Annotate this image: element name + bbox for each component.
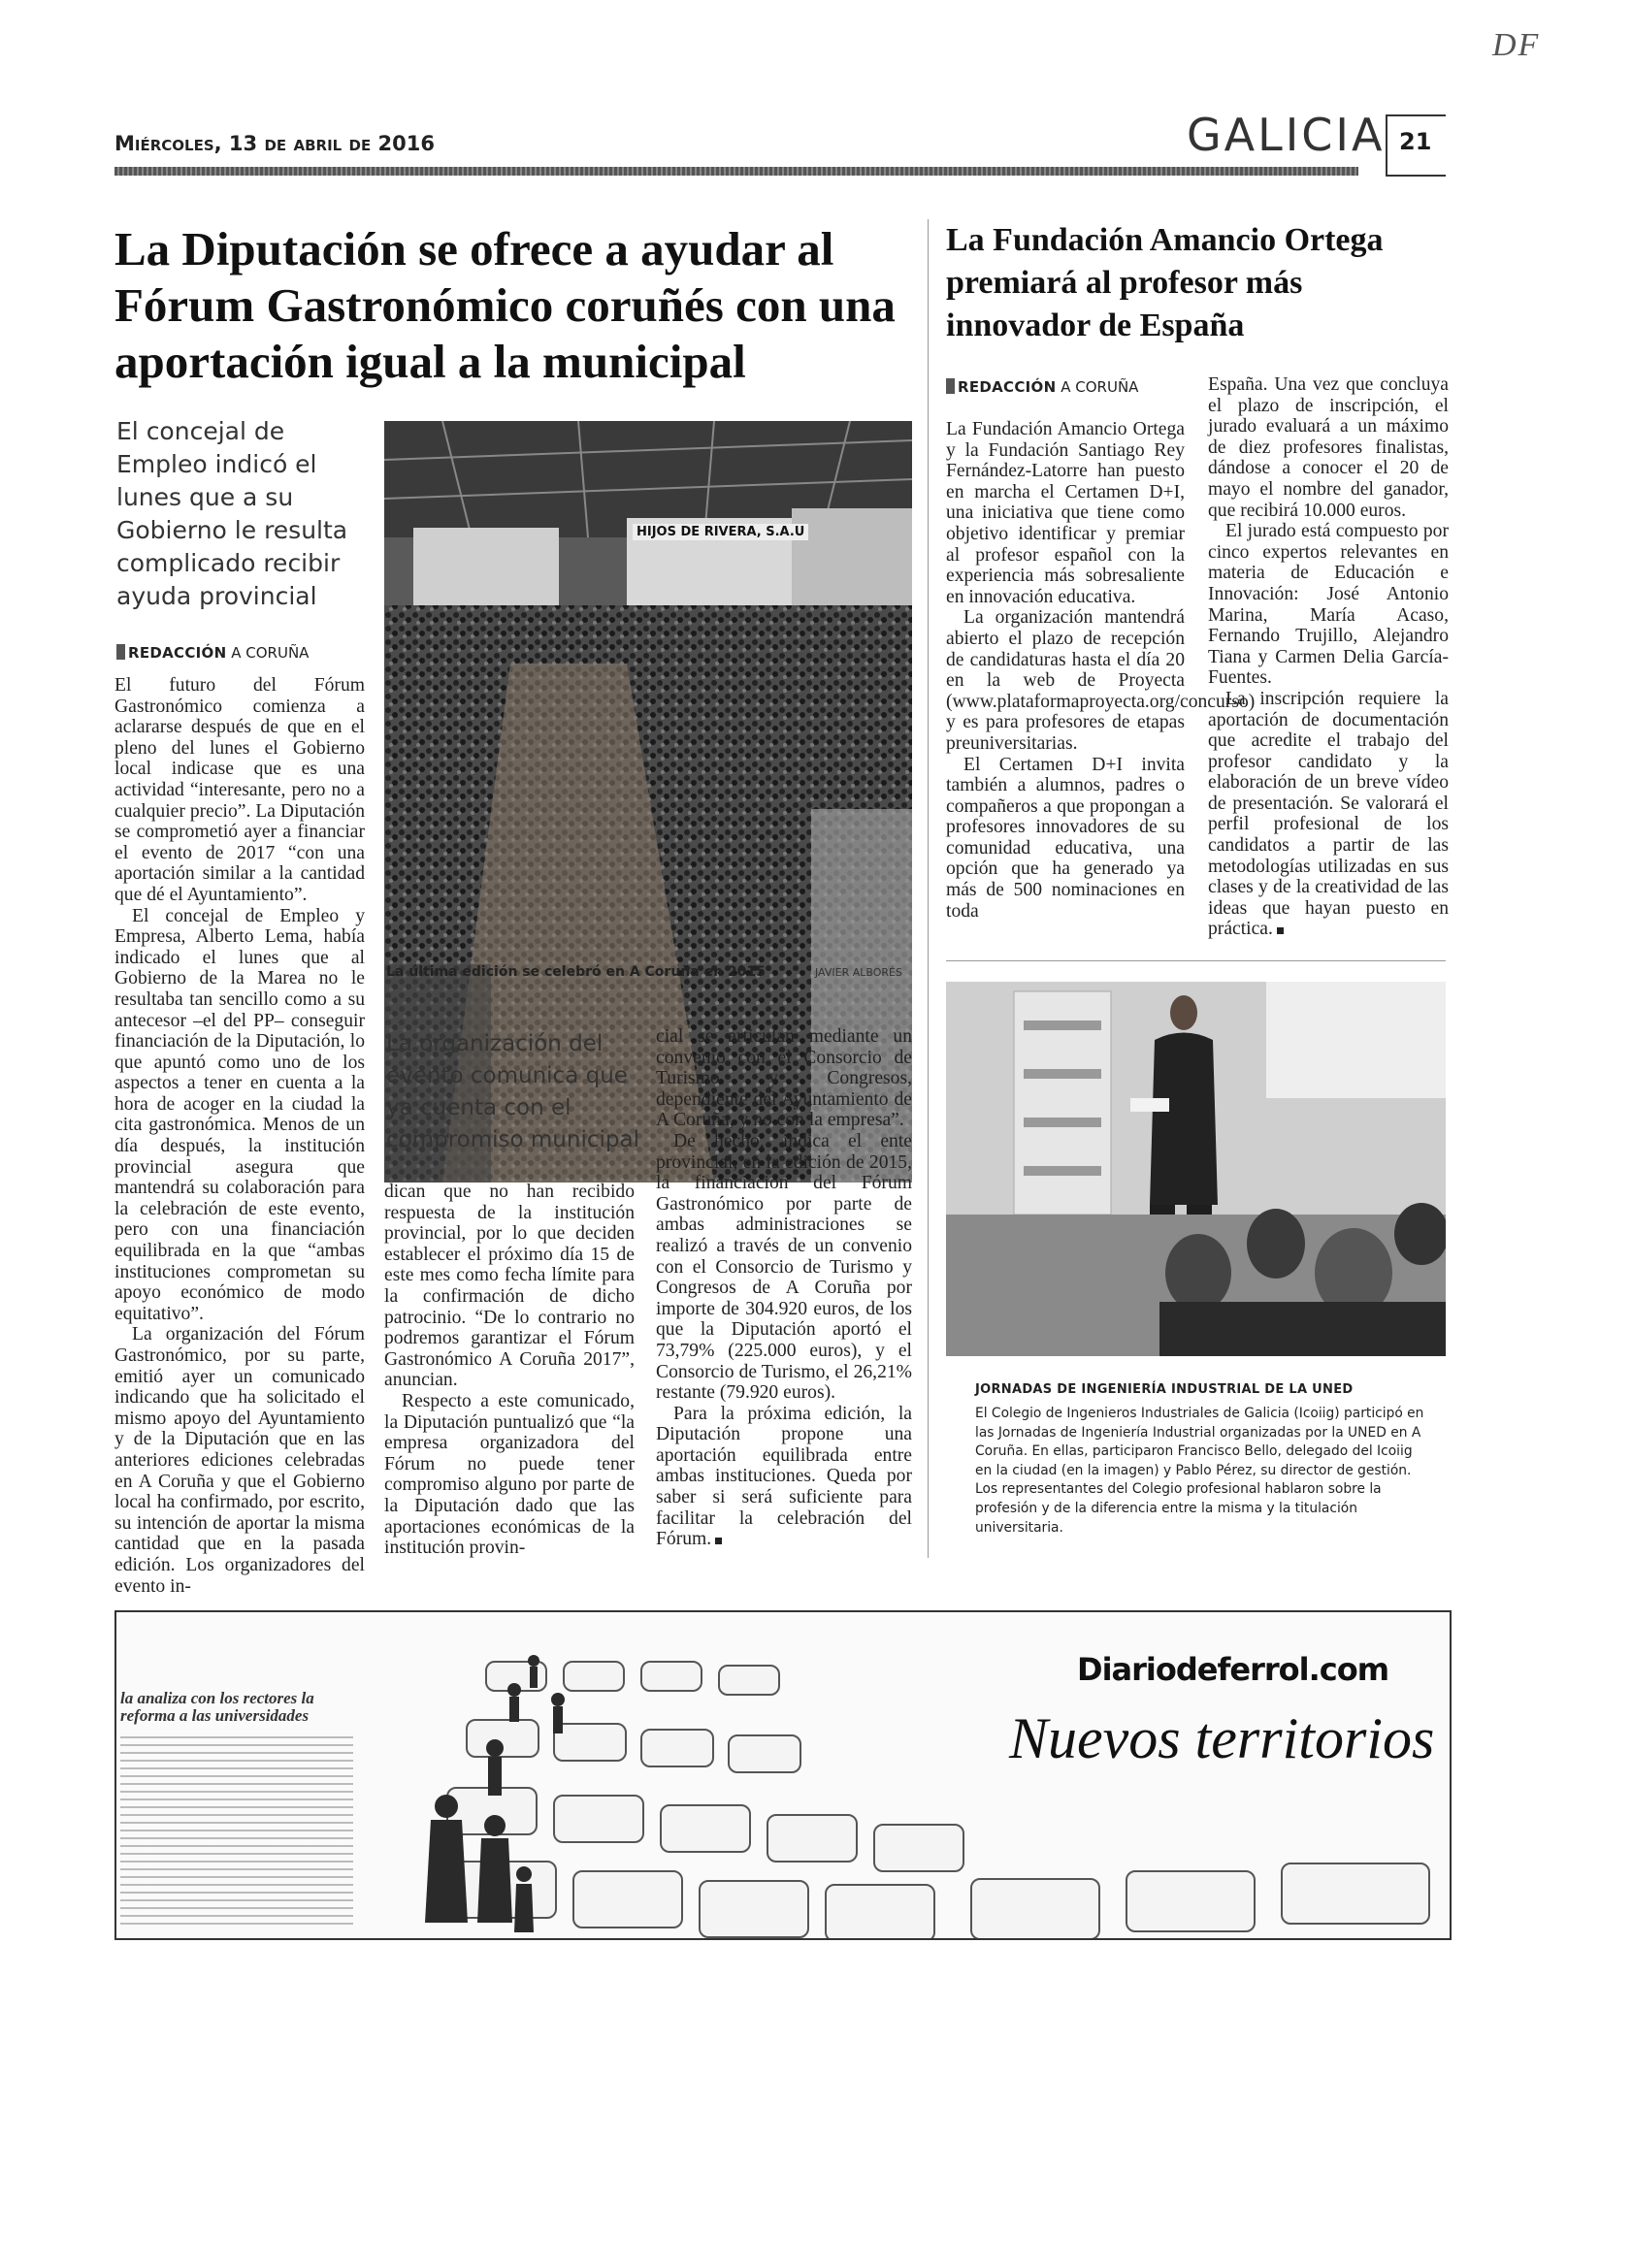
paragraph: La inscripción requiere la aportación de documentación que acredite el trabajo del profesor candidato y la elaboración de un breve vídeo de presentación. Se valorará el perfil profesional de los candidatos a partir de las metodologías utilizadas en sus clases y de la creatividad de las ideas que hayan puesto en práctica. bbox=[1208, 688, 1449, 940]
paragraph: Respecto a este comunicado, la Diputación puntualizó que “la empresa organizadora del Fórum no puede tener compromiso alguno por parte de la Diputación dado que las aportaciones económicas de la institución provin- bbox=[384, 1390, 635, 1559]
paragraph: dican que no han recibido respuesta de la institución provincial, por lo que deciden establecer el próximo día 15 de este mes como fecha límite para la confirmación de dicho patrocinio. “De lo contrario no podremos garantizar el Fórum Gastronómico A Coruña 2017”, anuncian. bbox=[384, 1182, 635, 1391]
photo-story-text: El Colegio de Ingenieros Industriales de Galicia (Icoiig) participó en las Jornadas de Ingeniería Industrial organizadas por la UNED en A Coruña. En ellas, participaron Francisco Bello, delegado del Icoiig en la ciudad (en la imagen) y Pablo Pérez, su director de gestión. Los representantes del Colegio profesional hablaron sobre la profesión y de la diferencia entre la misma y la titulación universitaria. bbox=[975, 1406, 1424, 1536]
pull-quote: La organización del evento comunica que ya cuenta con el compromiso municipal bbox=[386, 1031, 639, 1152]
column-divider bbox=[928, 219, 929, 1558]
ad-brand: Diariodeferrol.com bbox=[1077, 1651, 1389, 1688]
keyboard-key bbox=[825, 1884, 935, 1940]
side-column-b bbox=[1208, 374, 1449, 940]
photo-caption: La última edición se celebró en A Coruña en 2015 bbox=[386, 964, 766, 980]
main-column-2 bbox=[384, 1182, 635, 1559]
keyboard-key bbox=[873, 1824, 964, 1872]
keyboard-key bbox=[1126, 1870, 1256, 1932]
paragraph: La Fundación Amancio Ortega y la Fundación Santiago Rey Fernández-Latorre han puesto en marcha el Certamen D+I, una iniciativa que tiene como objetivo identificar y premiar al profesor español con la experiencia más sobresaliente en innovación educativa. bbox=[946, 419, 1185, 607]
keyboard-key bbox=[660, 1804, 751, 1853]
side-column-a bbox=[946, 419, 1256, 922]
page-number: 21 bbox=[1399, 128, 1432, 155]
ad-newsprint-lines bbox=[120, 1736, 353, 1930]
header-rule bbox=[114, 167, 1358, 176]
paragraph: El jurado está compuesto por cinco expertos relevantes en materia de Educación e Innovación: José Antonio Marina, María Acaso, Fernando Trujillo, Alejandro Tiana y Carmen Delia García-Fuentes. bbox=[1208, 521, 1449, 689]
section-name: GALICIA bbox=[1187, 109, 1386, 161]
keyboard-key bbox=[970, 1878, 1100, 1940]
keyboard-key bbox=[718, 1665, 780, 1696]
keyboard-key bbox=[767, 1814, 858, 1863]
paragraph: La organización del Fórum Gastronómico, por su parte, emitió ayer un comunicado indicando que ha solicitado el mismo apoyo del Ayuntamiento y de la Diputación que en las anteriores ediciones celebradas en A Coruña y que el Gobierno local ha confirmado, por escrito, su intención de aportar la misma cantidad que en la pasada edición. Los organizadores del evento in- bbox=[114, 1324, 365, 1597]
keyboard-key bbox=[640, 1729, 714, 1767]
end-mark bbox=[715, 1538, 722, 1544]
keyboard-key bbox=[728, 1734, 801, 1773]
conference-photo-illustration bbox=[946, 982, 1446, 1356]
paragraph: El Certamen D+I invita también a alumnos, padres o compañeros a que propongan a profesores innovadores de su comunidad educativa, una opción que ha generado ya más de 500 nominaciones en toda bbox=[946, 754, 1185, 922]
main-column-1 bbox=[114, 675, 365, 1597]
side-byline: REDACCIÓN A CORUÑA bbox=[946, 378, 1138, 396]
main-article bbox=[114, 221, 912, 1597]
ad-newsprint-headline: la analiza con los rectores la reforma a las universidades bbox=[120, 1689, 314, 1725]
side-article bbox=[946, 219, 1451, 940]
booth-sign: HIJOS DE RIVERA, S.A.U bbox=[633, 524, 808, 540]
uned-photo bbox=[946, 982, 1446, 1356]
paragraph: Para la próxima edición, la Diputación propone una aportación equilibrada entre ambas instituciones. Queda por saber si será suficiente para facilitar la celebración del Fórum. bbox=[656, 1403, 912, 1550]
end-mark bbox=[1277, 927, 1284, 934]
side-headline: La Fundación Amancio Ortega premiará al profesor más innovador de España bbox=[946, 222, 1384, 343]
header-date: Miércoles, 13 de abril de 2016 bbox=[114, 132, 435, 155]
keyboard-key bbox=[640, 1661, 702, 1692]
page-number-box bbox=[1386, 114, 1446, 177]
side-divider bbox=[946, 960, 1446, 961]
ad-newsprint bbox=[116, 1690, 369, 1938]
paragraph: El futuro del Fórum Gastronómico comienza a aclararse después de que en el pleno del lunes el Gobierno local indicase que es una actividad “interesante, pero no a cualquier precio”. La Diputación se comprometió ayer a financiar el evento de 2017 “con una aportación similar a la cantidad que dé el Ayuntamiento”. bbox=[114, 675, 365, 905]
main-headline: La Diputación se ofrece a ayudar al Fórum Gastronómico coruñés con una aportación igual a la municipal bbox=[114, 222, 896, 388]
paragraph: cial se articulan mediante un convenio con el Consorcio de Turismo y Congresos, dependiente del Ayuntamiento de A Coruña, y no con la empresa”. bbox=[656, 1026, 912, 1131]
paragraph: De hecho, indica el ente provincial, en la edición de 2015, la financiación del Fórum Gastronómico por parte de ambas administraciones se realizó a través de un convenio con el Consorcio de Turismo y Congresos de A Coruña por importe de 304.920 euros, de los que la Diputación aportó el 73,79% (225.000 euros), y el Consorcio de Turismo, el 26,21% restante (79.920 euros). bbox=[656, 1130, 912, 1404]
paragraph: El concejal de Empleo y Empresa, Alberto Lema, había indicado el lunes que al Gobierno de la Marea no le resultaba tan sencillo como a su antecesor –el del PP– conseguir financiación de la Diputación, lo que apuntó como uno de los aspectos a tener en cuenta a la hora de acoger en la ciudad la cita gastronómica. Menos de un día después, la institución provincial asegura que mantendrá su colaboración para la celebración de este evento, pero con una financiación equilibrada en la que “ambas instituciones comprometan su apoyo económico de modo equitativo”. bbox=[114, 905, 365, 1324]
keyboard-key bbox=[1281, 1863, 1430, 1925]
page-header bbox=[114, 105, 1453, 192]
photo-credit: JAVIER ALBORÉS bbox=[815, 966, 902, 979]
byline-marker bbox=[116, 644, 125, 660]
ad-slogan: Nuevos territorios bbox=[1009, 1706, 1435, 1770]
diariodeferrol-ad[interactable] bbox=[114, 1610, 1452, 1940]
main-column-3 bbox=[656, 1026, 912, 1550]
main-byline: REDACCIÓN A CORUÑA bbox=[116, 644, 309, 662]
paragraph: La organización mantendrá abierto el plazo de recepción de candidaturas hasta el día 20 en la web de Proyecta (www.plataformaproyecta.org/concurso) y es para profesores de etapas preuniversitarias. bbox=[946, 607, 1256, 754]
photo-story-title: JORNADAS DE INGENIERÍA INDUSTRIAL DE LA UNED bbox=[975, 1382, 1354, 1397]
people-silhouettes bbox=[388, 1641, 640, 1938]
byline-marker bbox=[946, 378, 955, 394]
handwritten-initials: DF bbox=[1492, 27, 1541, 63]
main-deck: El concejal de Empleo indicó el lunes que a su Gobierno le resulta complicado recibir ayuda provincial bbox=[116, 417, 348, 610]
keyboard-key bbox=[699, 1880, 809, 1938]
paragraph: España. Una vez que concluya el plazo de inscripción, el jurado evaluará a un máximo de diez profesores finalistas, dándose a conocer el 20 de mayo el nombre del ganador, que recibirá 10.000 euros. bbox=[1208, 374, 1449, 521]
